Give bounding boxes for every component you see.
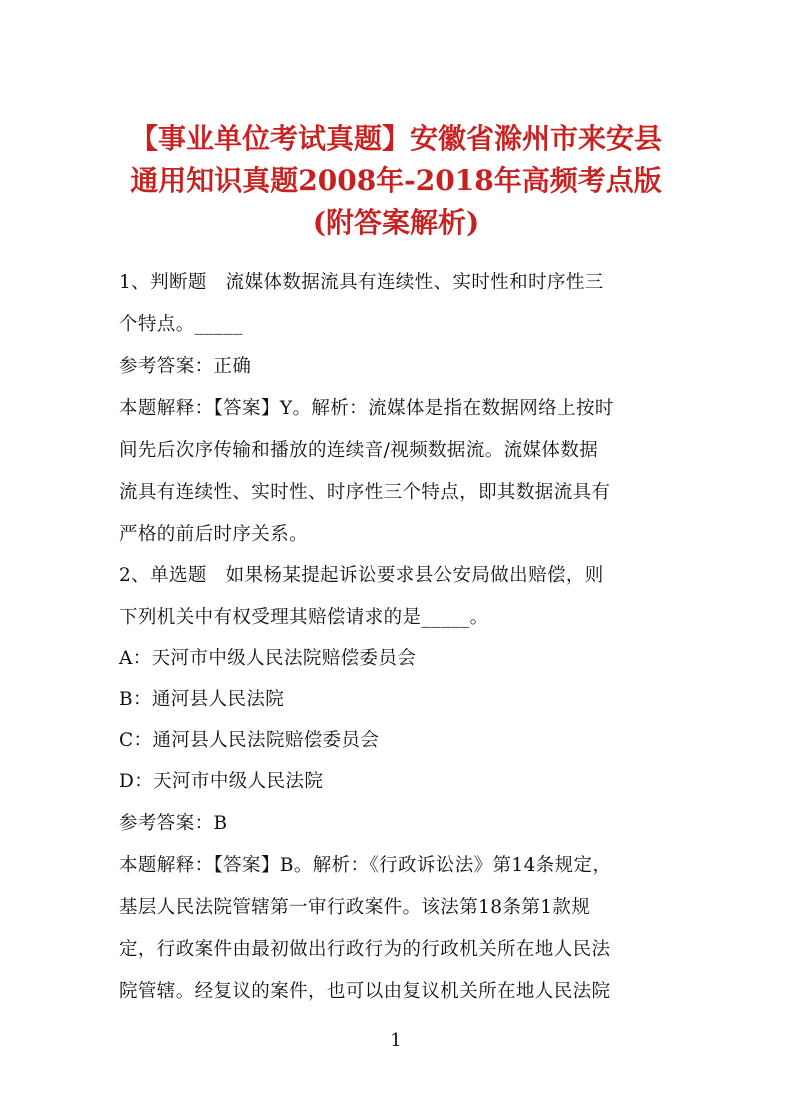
question-2-explanation-line-1: 本题解释：【答案】B。解析：《行政诉讼法》第14条规定， [119,855,612,876]
page-number: 1 [390,1030,402,1051]
question-1-stem-line-2: 个特点。_____ [119,314,243,335]
question-1-explanation-line-1: 本题解释：【答案】Y。解析：流媒体是指在数据网络上按时 [119,398,614,419]
question-2-option-a: A：天河市中级人民法院赔偿委员会 [119,648,417,669]
question-2-answer: 参考答案：B [119,813,228,834]
question-1-stem-line-1: 1、判断题 流媒体数据流具有连续性、实时性和时序性三 [119,272,604,293]
question-2-explanation-line-4: 院管辖。经复议的案件，也可以由复议机关所在地人民法院 [119,981,611,1002]
question-2-explanation-line-3: 定，行政案件由最初做出行政行为的行政机关所在地人民法 [119,939,611,960]
question-1-answer: 参考答案：正确 [119,356,252,377]
question-1-explanation-line-2: 间先后次序传输和播放的连续音/视频数据流。流媒体数据 [119,440,599,461]
title-line-2: 通用知识真题2008年-2018年高频考点版 [130,164,662,197]
question-2-option-b: B：通河县人民法院 [119,689,285,710]
question-2-option-d: D：天河市中级人民法院 [119,771,324,792]
question-1-explanation-line-3: 流具有连续性、实时性、时序性三个特点，即其数据流具有 [119,482,611,503]
question-2-explanation-line-2: 基层人民法院管辖第一审行政案件。该法第18条第1款规 [119,897,591,918]
question-2-stem-line-1: 2、单选题 如果杨某提起诉讼要求县公安局做出赔偿，则 [119,565,604,586]
question-2-stem-line-2: 下列机关中有权受理其赔偿请求的是_____。 [119,607,489,628]
question-1-explanation-line-4: 严格的前后时序关系。 [119,524,309,545]
title-line-3: (附答案解析) [312,206,480,239]
title-line-1: 【事业单位考试真题】安徽省滁州市来安县 [129,122,662,155]
question-2-option-c: C：通河县人民法院赔偿委员会 [119,730,380,751]
